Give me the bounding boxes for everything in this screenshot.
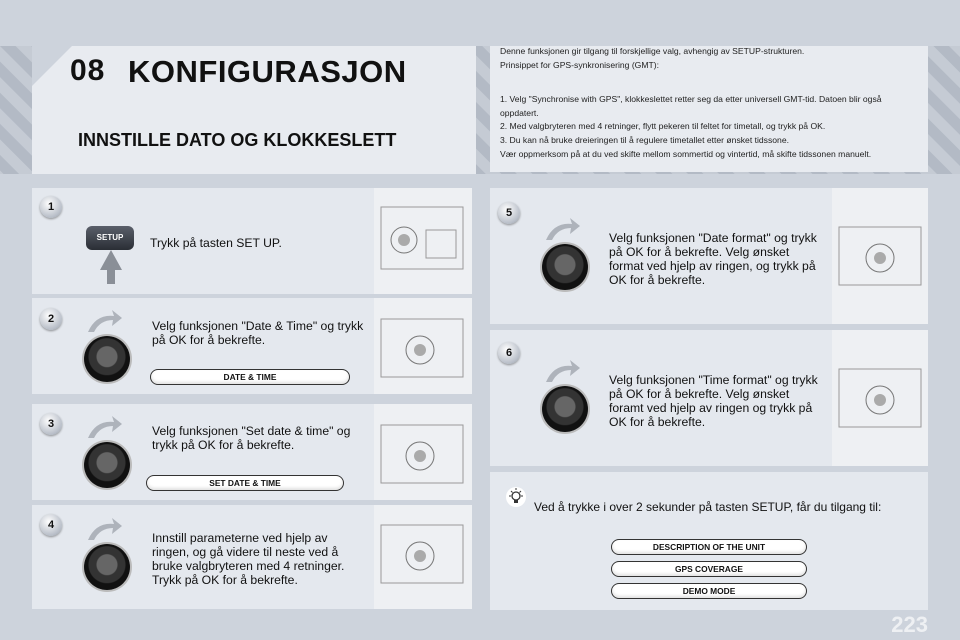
lightbulb-icon bbox=[505, 486, 527, 508]
knob-icon bbox=[84, 442, 130, 488]
radio-sketch bbox=[838, 226, 922, 286]
radio-sketch bbox=[380, 318, 464, 378]
step-1-text: Trykk på tasten SET UP. bbox=[150, 236, 282, 250]
step-number-2: 2 bbox=[40, 308, 62, 330]
knob-icon bbox=[84, 544, 130, 590]
menu-pill-date-time: DATE & TIME bbox=[150, 369, 350, 385]
rotate-arrow-icon bbox=[84, 516, 124, 542]
step-5-text: Velg funksjonen "Date format" og trykk på OK for å bekrefte. Velg ønsket format ved hjelp av ringen, og trykk på OK for å bekrefte. bbox=[609, 231, 817, 287]
step-number-5: 5 bbox=[498, 202, 520, 224]
radio-sketch bbox=[838, 368, 922, 428]
tip-text: Ved å trykke i over 2 sekunder på tasten SETUP, får du tilgang til: bbox=[534, 500, 882, 514]
knob-icon bbox=[542, 386, 588, 432]
step-3-text: Velg funksjonen "Set date & time" og trykk på OK for å bekrefte. bbox=[152, 424, 351, 452]
step-number-6: 6 bbox=[498, 342, 520, 364]
menu-pill-set-date-time: SET DATE & TIME bbox=[146, 475, 344, 491]
info-point-3: 3. Du kan nå bruke dreieringen til å regulere timetallet etter ønsket tidssone. bbox=[500, 135, 789, 145]
rotate-arrow-icon bbox=[84, 308, 124, 334]
knob-icon bbox=[84, 336, 130, 382]
radio-sketch bbox=[380, 206, 464, 270]
menu-pill-gps-coverage: GPS COVERAGE bbox=[611, 561, 807, 577]
knob-icon bbox=[542, 244, 588, 290]
menu-pill-description: DESCRIPTION OF THE UNIT bbox=[611, 539, 807, 555]
radio-sketch bbox=[380, 524, 464, 584]
press-arrow-icon bbox=[96, 250, 126, 284]
rotate-arrow-icon bbox=[542, 358, 582, 384]
step-2-text: Velg funksjonen "Date & Time" og trykk på OK for å bekrefte. bbox=[152, 319, 364, 347]
info-principle: Prinsippet for GPS-synkronisering (GMT): bbox=[500, 60, 660, 70]
page-number: 223 bbox=[891, 612, 928, 637]
info-note: Vær oppmerksom på at du ved skifte mellom sommertid og vintertid, må skifte tidssonen manuelt. bbox=[500, 149, 872, 159]
info-intro: Denne funksjonen gir tilgang til forskjellige valg, avhengig av SETUP-strukturen. bbox=[500, 46, 805, 56]
chapter-number: 08 bbox=[70, 54, 106, 87]
radio-sketch bbox=[380, 424, 464, 484]
step-number-3: 3 bbox=[40, 413, 62, 435]
rotate-arrow-icon bbox=[542, 216, 582, 242]
chapter-title: KONFIGURASJON bbox=[128, 54, 407, 89]
info-point-2: 2. Med valgbryteren med 4 retninger, flytt pekeren til feltet for timetall, og trykk på OK. bbox=[500, 121, 826, 131]
step-number-4: 4 bbox=[40, 514, 62, 536]
rotate-arrow-icon bbox=[84, 414, 124, 440]
step-number-1: 1 bbox=[40, 196, 62, 218]
step-4-text: Innstill parameterne ved hjelp av ringen, og gå videre til neste ved å bruke valgbryteren med 4 retninger. Trykk på OK for å bekrefte. bbox=[152, 531, 345, 587]
section-title: INNSTILLE DATO OG KLOKKESLETT bbox=[78, 130, 397, 150]
step-6-text: Velg funksjonen "Time format" og trykk på OK for å bekrefte. Velg ønsket foramt ved hjelp av ringen og trykk på OK for å bekrefte. bbox=[609, 373, 818, 429]
setup-button-icon: SETUP bbox=[86, 226, 134, 250]
info-point-1: 1. Velg "Synchronise with GPS", klokkeslettet retter seg da etter universell GMT-tid. Datoen blir også oppdatert. bbox=[500, 94, 882, 118]
menu-pill-demo-mode: DEMO MODE bbox=[611, 583, 807, 599]
